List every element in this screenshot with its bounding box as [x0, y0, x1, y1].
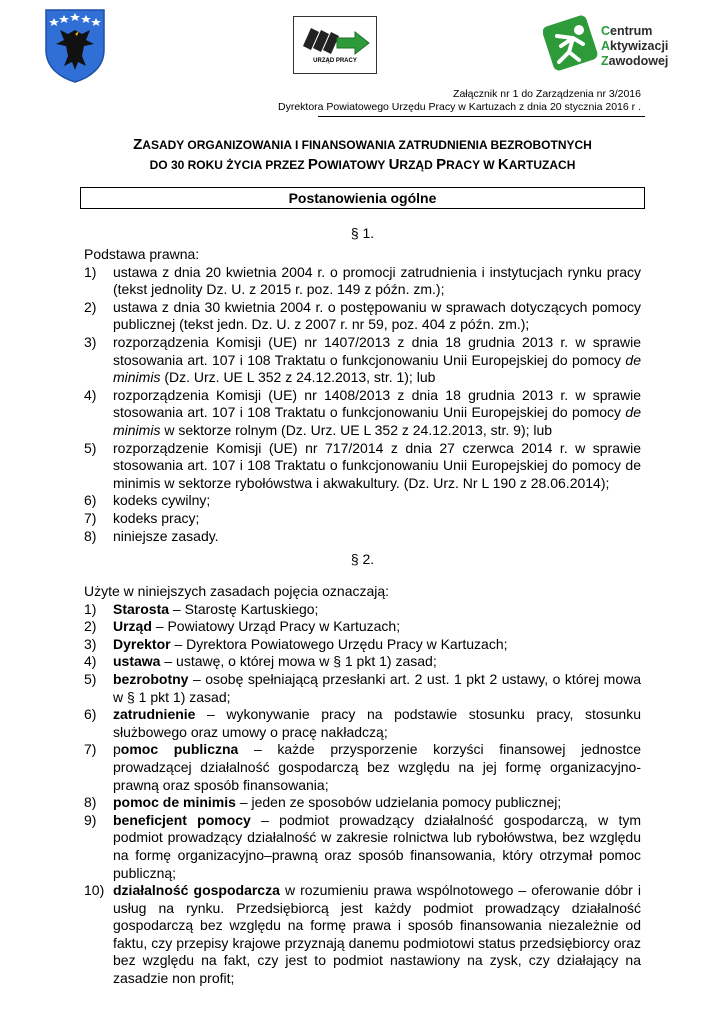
definition-item-5	[84, 671, 641, 706]
title-fragment: DO 30 ROKU ŻYCIA PRZEZ	[149, 158, 308, 172]
list-item-text: – Dyrektora Powiatowego Urzędu Pracy w Kartuzach;	[170, 635, 508, 652]
urzad-pracy-logo-label: URZĄD PRACY	[313, 58, 357, 64]
list-item-number: 4)	[84, 653, 97, 670]
defined-term: ustawa	[113, 653, 161, 670]
title-fragment: ASADY ORGANIZOWANIA I FINANSOWANIA ZATRUDNIENIA BEZROBOTNYCH	[142, 138, 592, 152]
legal-basis-item-4	[84, 387, 641, 440]
definition-item-6	[84, 706, 641, 741]
list-item-number: 1)	[84, 263, 97, 280]
document-title	[80, 135, 645, 175]
italic-term: de minimis	[113, 351, 641, 386]
list-item-number: 1)	[84, 600, 97, 617]
defined-term: zatrudnienie	[113, 706, 196, 723]
title-fragment: P	[307, 156, 318, 173]
title-fragment: P	[436, 156, 447, 173]
defined-term: Dyrektor	[113, 635, 171, 652]
list-item-text: p	[113, 741, 121, 758]
title-fragment: RZĄD	[399, 158, 437, 172]
list-item-number: 6)	[84, 706, 97, 723]
list-item-number: 2)	[84, 618, 97, 635]
legal-basis-item-7	[84, 510, 641, 528]
annex-line-1: Załącznik nr 1 do Zarządzenia nr 3/2016	[453, 88, 641, 100]
list-item-text: – każde przysporzenie korzyści finansowej jednostce prowadzącej działalność gospodarczą bez względu na jej formę organizacyjno-prawną oraz sposób finansowania;	[113, 741, 641, 793]
annex-underline	[318, 116, 645, 117]
defined-term: omoc publiczna	[120, 741, 239, 758]
list-item-text: kodeks pracy;	[113, 509, 200, 526]
defined-term: Urząd	[113, 618, 152, 635]
definitions-list	[84, 601, 641, 988]
list-item-text: niniejsze zasady.	[113, 527, 219, 544]
list-item-number: 2)	[84, 298, 97, 315]
list-item-number: 3)	[84, 333, 97, 350]
legal-basis-item-2	[84, 299, 641, 334]
title-fragment: ARTUZACH	[508, 158, 576, 172]
title-line-2	[80, 155, 645, 175]
list-item-text: w sektorze rolnym (Dz. Urz. UE L 352 z 24.12.2013, str. 9); lub	[160, 421, 553, 438]
list-item-text: – podmiot prowadzący działalność gospodarczą, w tym podmiot prowadzący działalność w zakresie rolnictwa lub rybołówstwa, bez względu na formę organizacyjno–prawną oraz sposób finansowania, który otrzymał pomoc publiczną;	[113, 811, 641, 881]
caz-line-3: Zawodowej	[601, 54, 669, 68]
paragraph-1-sign: § 1.	[350, 225, 375, 241]
caz-logo	[543, 14, 683, 78]
annex-line-2: Dyrektora Powiatowego Urzędu Pracy w Kartuzach z dnia 20 stycznia 2016 r .	[277, 101, 641, 113]
paragraph-1-intro: Podstawa prawna:	[84, 246, 200, 262]
annex-note	[278, 88, 641, 114]
definition-item-3	[84, 636, 641, 654]
legal-basis-item-5	[84, 440, 641, 493]
italic-term: de minimis	[113, 404, 641, 438]
list-item-number: 10)	[84, 882, 105, 899]
urzad-pracy-logo	[293, 16, 377, 74]
definition-item-10	[84, 882, 641, 988]
section-heading-box: Postanowienia ogólne	[80, 187, 645, 209]
caz-runner-icon	[543, 14, 599, 74]
title-line-1	[80, 135, 645, 155]
list-item-text: – Starostę Kartuskiego;	[169, 600, 319, 617]
definition-item-2	[84, 618, 641, 636]
defined-term: beneficjent pomocy	[113, 811, 251, 828]
list-item-text: – Powiatowy Urząd Pracy w Kartuzach;	[151, 618, 401, 635]
list-item-text: w rozumieniu prawa wspólnotowego – oferowanie dóbr i usług na rynku. Przedsiębiorcą jest każdy podmiot prowadzący działalność gospodarczą bez względu na formę prawa i sposób finansowania niezależnie od faktu, czy przepisy krajowe przyznają danemu podmiotowi status przedsiębiorcy oraz bez względu na fakt, czy jest to podmiot nastawiony na zysk, czy działający na zasadzie non profit;	[113, 882, 642, 987]
list-item-number: 7)	[84, 741, 97, 758]
list-item-number: 8)	[84, 527, 97, 544]
defined-term: działalność gospodarcza	[113, 882, 280, 899]
caz-line-2: Aktywizacji	[601, 39, 669, 53]
definition-item-4	[84, 653, 641, 671]
list-item-text: – jeden ze sposobów udzielania pomocy publicznej;	[235, 794, 562, 811]
list-item-number: 6)	[84, 492, 97, 509]
list-item-number: 4)	[84, 386, 97, 403]
definition-item-1	[84, 601, 641, 619]
list-item-number: 8)	[84, 794, 97, 811]
caz-logo-text	[601, 24, 668, 69]
paragraph-2-body	[84, 583, 641, 988]
list-item-text: rozporządzenia Komisji (UE) nr 1407/2013 z dnia 18 grudnia 2013 r. w sprawie stosowania art. 107 i 108 Traktatu o funkcjonowaniu Unii Europejskiej do pomocy	[113, 333, 641, 368]
paragraph-2-intro: Użyte w niniejszych zasadach pojęcia oznaczają:	[84, 583, 390, 599]
urzad-pracy-emblem-icon	[293, 16, 377, 74]
title-fragment: K	[497, 156, 509, 173]
list-item-text: – osobę spełniającą przesłanki art. 2 ust. 1 pkt 2 ustawy, o której mowa w § 1 pkt 1) zasad;	[113, 670, 641, 705]
legal-basis-item-6	[84, 492, 641, 510]
list-item-number: 9)	[84, 811, 97, 828]
legal-basis-list	[84, 264, 641, 546]
caz-line-1: Centrum	[601, 24, 653, 38]
list-item-text: (Dz. Urz. UE L 352 z 24.12.2013, str. 1); lub	[160, 369, 436, 386]
title-fragment: RACY W	[446, 158, 498, 172]
list-item-number: 5)	[84, 439, 97, 456]
legal-basis-item-1	[84, 264, 641, 299]
paragraph-1-body	[84, 246, 641, 545]
defined-term: pomoc de minimis	[113, 794, 236, 811]
defined-term: Starosta	[113, 600, 170, 617]
list-item-text: ustawa z dnia 20 kwietnia 2004 r. o promocji zatrudnienia i instytucjach rynku pracy (tekst jednolity Dz. U. z 2015 r. poz. 149 z późn. zm.);	[113, 263, 641, 298]
paragraph-2-sign: § 2.	[350, 551, 375, 567]
list-item-number: 7)	[84, 509, 97, 526]
definition-item-8	[84, 794, 641, 812]
list-item-number: 5)	[84, 670, 97, 687]
title-fragment: OWIATOWY	[317, 158, 389, 172]
list-item-number: 3)	[84, 635, 97, 652]
definition-item-7	[84, 741, 641, 794]
title-fragment: Z	[133, 136, 143, 153]
list-item-text: kodeks cywilny;	[113, 492, 211, 509]
legal-basis-item-8	[84, 528, 641, 546]
defined-term: bezrobotny	[113, 670, 189, 687]
list-item-text: – ustawę, o której mowa w § 1 pkt 1) zasad;	[160, 653, 437, 670]
legal-basis-item-3	[84, 334, 641, 387]
coat-of-arms-logo	[44, 8, 106, 83]
definition-item-9	[84, 812, 641, 882]
list-item-text: rozporządzenia Komisji (UE) nr 1408/2013 z dnia 18 grudnia 2013 r. w sprawie stosowania art. 107 i 108 Traktatu o funkcjonowaniu Unii Europejskiej do pomocy	[113, 386, 641, 421]
list-item-text: rozporządzenie Komisji (UE) nr 717/2014 z dnia 27 czerwca 2014 r. w sprawie stosowania art. 107 i 108 Traktatu o funkcjonowaniu Unii Europejskiej do pomocy de minimis w sektorze rybołówstwa i akwakultury. (Dz. Urz. Nr L 190 z 28.06.2014);	[113, 439, 641, 491]
title-fragment: U	[388, 156, 400, 173]
list-item-text: – wykonywanie pracy na podstawie stosunku pracy, stosunku służbowego oraz umowy o pracę nakładczą;	[113, 706, 641, 740]
list-item-text: ustawa z dnia 30 kwietnia 2004 r. o postępowaniu w sprawach dotyczących pomocy publicznej (tekst jedn. Dz. U. z 2007 r. nr 59, poz. 404 z późn. zm.);	[113, 298, 641, 333]
